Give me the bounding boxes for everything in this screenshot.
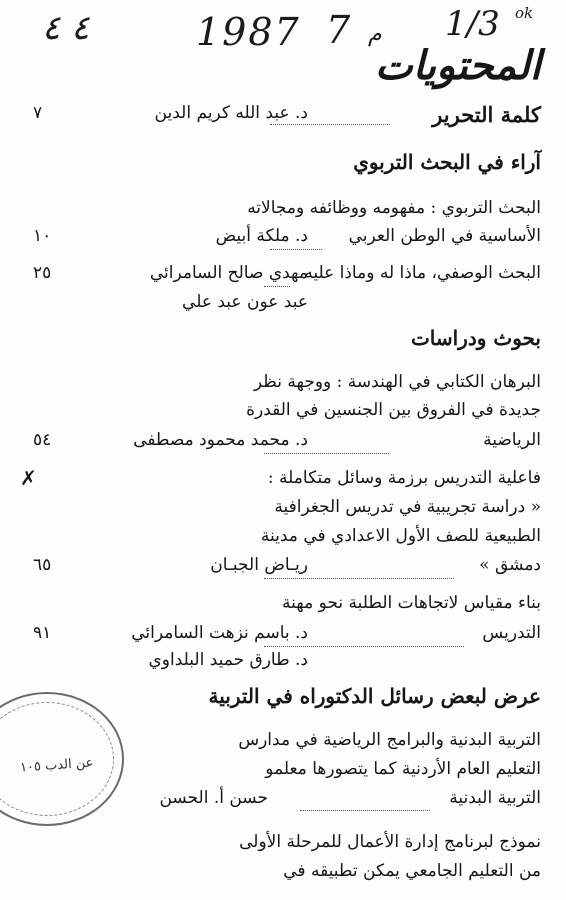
entry-title-line: الأساسية في الوطن العربي [348, 226, 541, 246]
page-number: ٩١ [33, 623, 52, 643]
handwritten-ok-note: ok [515, 4, 534, 22]
entry-title-line: جديدة في الفروق بين الجنسين في القدرة [246, 400, 541, 420]
handwritten-month-suffix: م [368, 22, 382, 47]
page-number: ١٠ [33, 226, 52, 246]
entry-title-line: التدريس [482, 623, 541, 643]
leader-dots [264, 578, 454, 579]
leader-dots [264, 453, 389, 454]
editorial-heading: كلمة التحرير [432, 102, 541, 127]
entry-title-line: التربية البدنية [449, 788, 541, 808]
entry-author: ريـاض الجبـان [210, 555, 308, 575]
page-number: ٧ [33, 103, 43, 123]
entry-title-line: الطبيعية للصف الأول الاعدادي في مدينة [260, 526, 541, 546]
handwritten-year: 1987 [196, 10, 301, 54]
section-heading: عرض لبعض رسائل الدكتوراه في التربية [208, 684, 541, 708]
leader-dots [270, 124, 390, 125]
leader-dots [270, 249, 322, 250]
entry-title-line: بناء مقياس لاتجاهات الطلبة نحو مهنة [282, 593, 541, 613]
entry-title-line: التربية البدنية والبرامج الرياضية في مدارس [238, 730, 541, 750]
page-number: ٢٥ [33, 263, 52, 283]
entry-author: د. طارق حميد البلداوي [148, 650, 308, 670]
handwritten-month: 7 [326, 8, 351, 52]
entry-title-line: نموذج لبرنامج إدارة الأعمال للمرحلة الأولى [239, 832, 541, 852]
entry-title-line: فاعلية التدريس برزمة وسائل متكاملة : [267, 468, 541, 488]
entry-title-line: البرهان الكتابي في الهندسة : ووجهة نظر [253, 372, 541, 392]
entry-title-line: البحث الوصفي، ماذا له وماذا عليه [304, 263, 541, 283]
entry-title-line: من التعليم الجامعي يمكن تطبيقه في [283, 861, 541, 881]
entry-author: حسن أ. الحسن [159, 788, 268, 808]
page-number: ٥٤ [33, 430, 52, 450]
entry-author: مهدي صالح السامرائي [149, 263, 308, 283]
entry-author: د. محمد محمود مصطفى [133, 430, 308, 450]
leader-dots [264, 646, 464, 647]
section-heading: بحوث ودراسات [410, 326, 541, 350]
page-number: ٦٥ [33, 555, 52, 575]
entry-title-line: الرياضية [483, 430, 541, 450]
stamp-text: عن الدب ١٠٥ [19, 755, 94, 776]
entry-author: د. ملكة أبيض [215, 226, 308, 246]
section-heading: آراء في البحث التربوي [353, 150, 541, 174]
leader-dots [264, 286, 290, 287]
entry-author: عبد عون عبد علي [182, 292, 308, 312]
entry-author: د. باسم نزهت السامرائي [131, 623, 308, 643]
entry-title-line: البحث التربوي : مفهومه ووظائفه ومجالاته [247, 198, 541, 218]
handwritten-number-left: ٤ ٤ [42, 8, 90, 48]
leader-dots [300, 810, 430, 811]
library-stamp [0, 692, 124, 826]
entry-title-line: التعليم العام الأردنية كما يتصورها معلمو [265, 759, 541, 779]
handwritten-x-mark: ✗ [20, 466, 37, 490]
page-title: المحتويات [375, 42, 541, 89]
entry-title-line: دمشق » [479, 555, 541, 575]
editorial-author: د. عبد الله كريم الدين [154, 103, 308, 123]
handwritten-fraction: 1/3 [445, 4, 500, 44]
entry-title-line: « دراسة تجريبية في تدريس الجغرافية [274, 497, 541, 517]
